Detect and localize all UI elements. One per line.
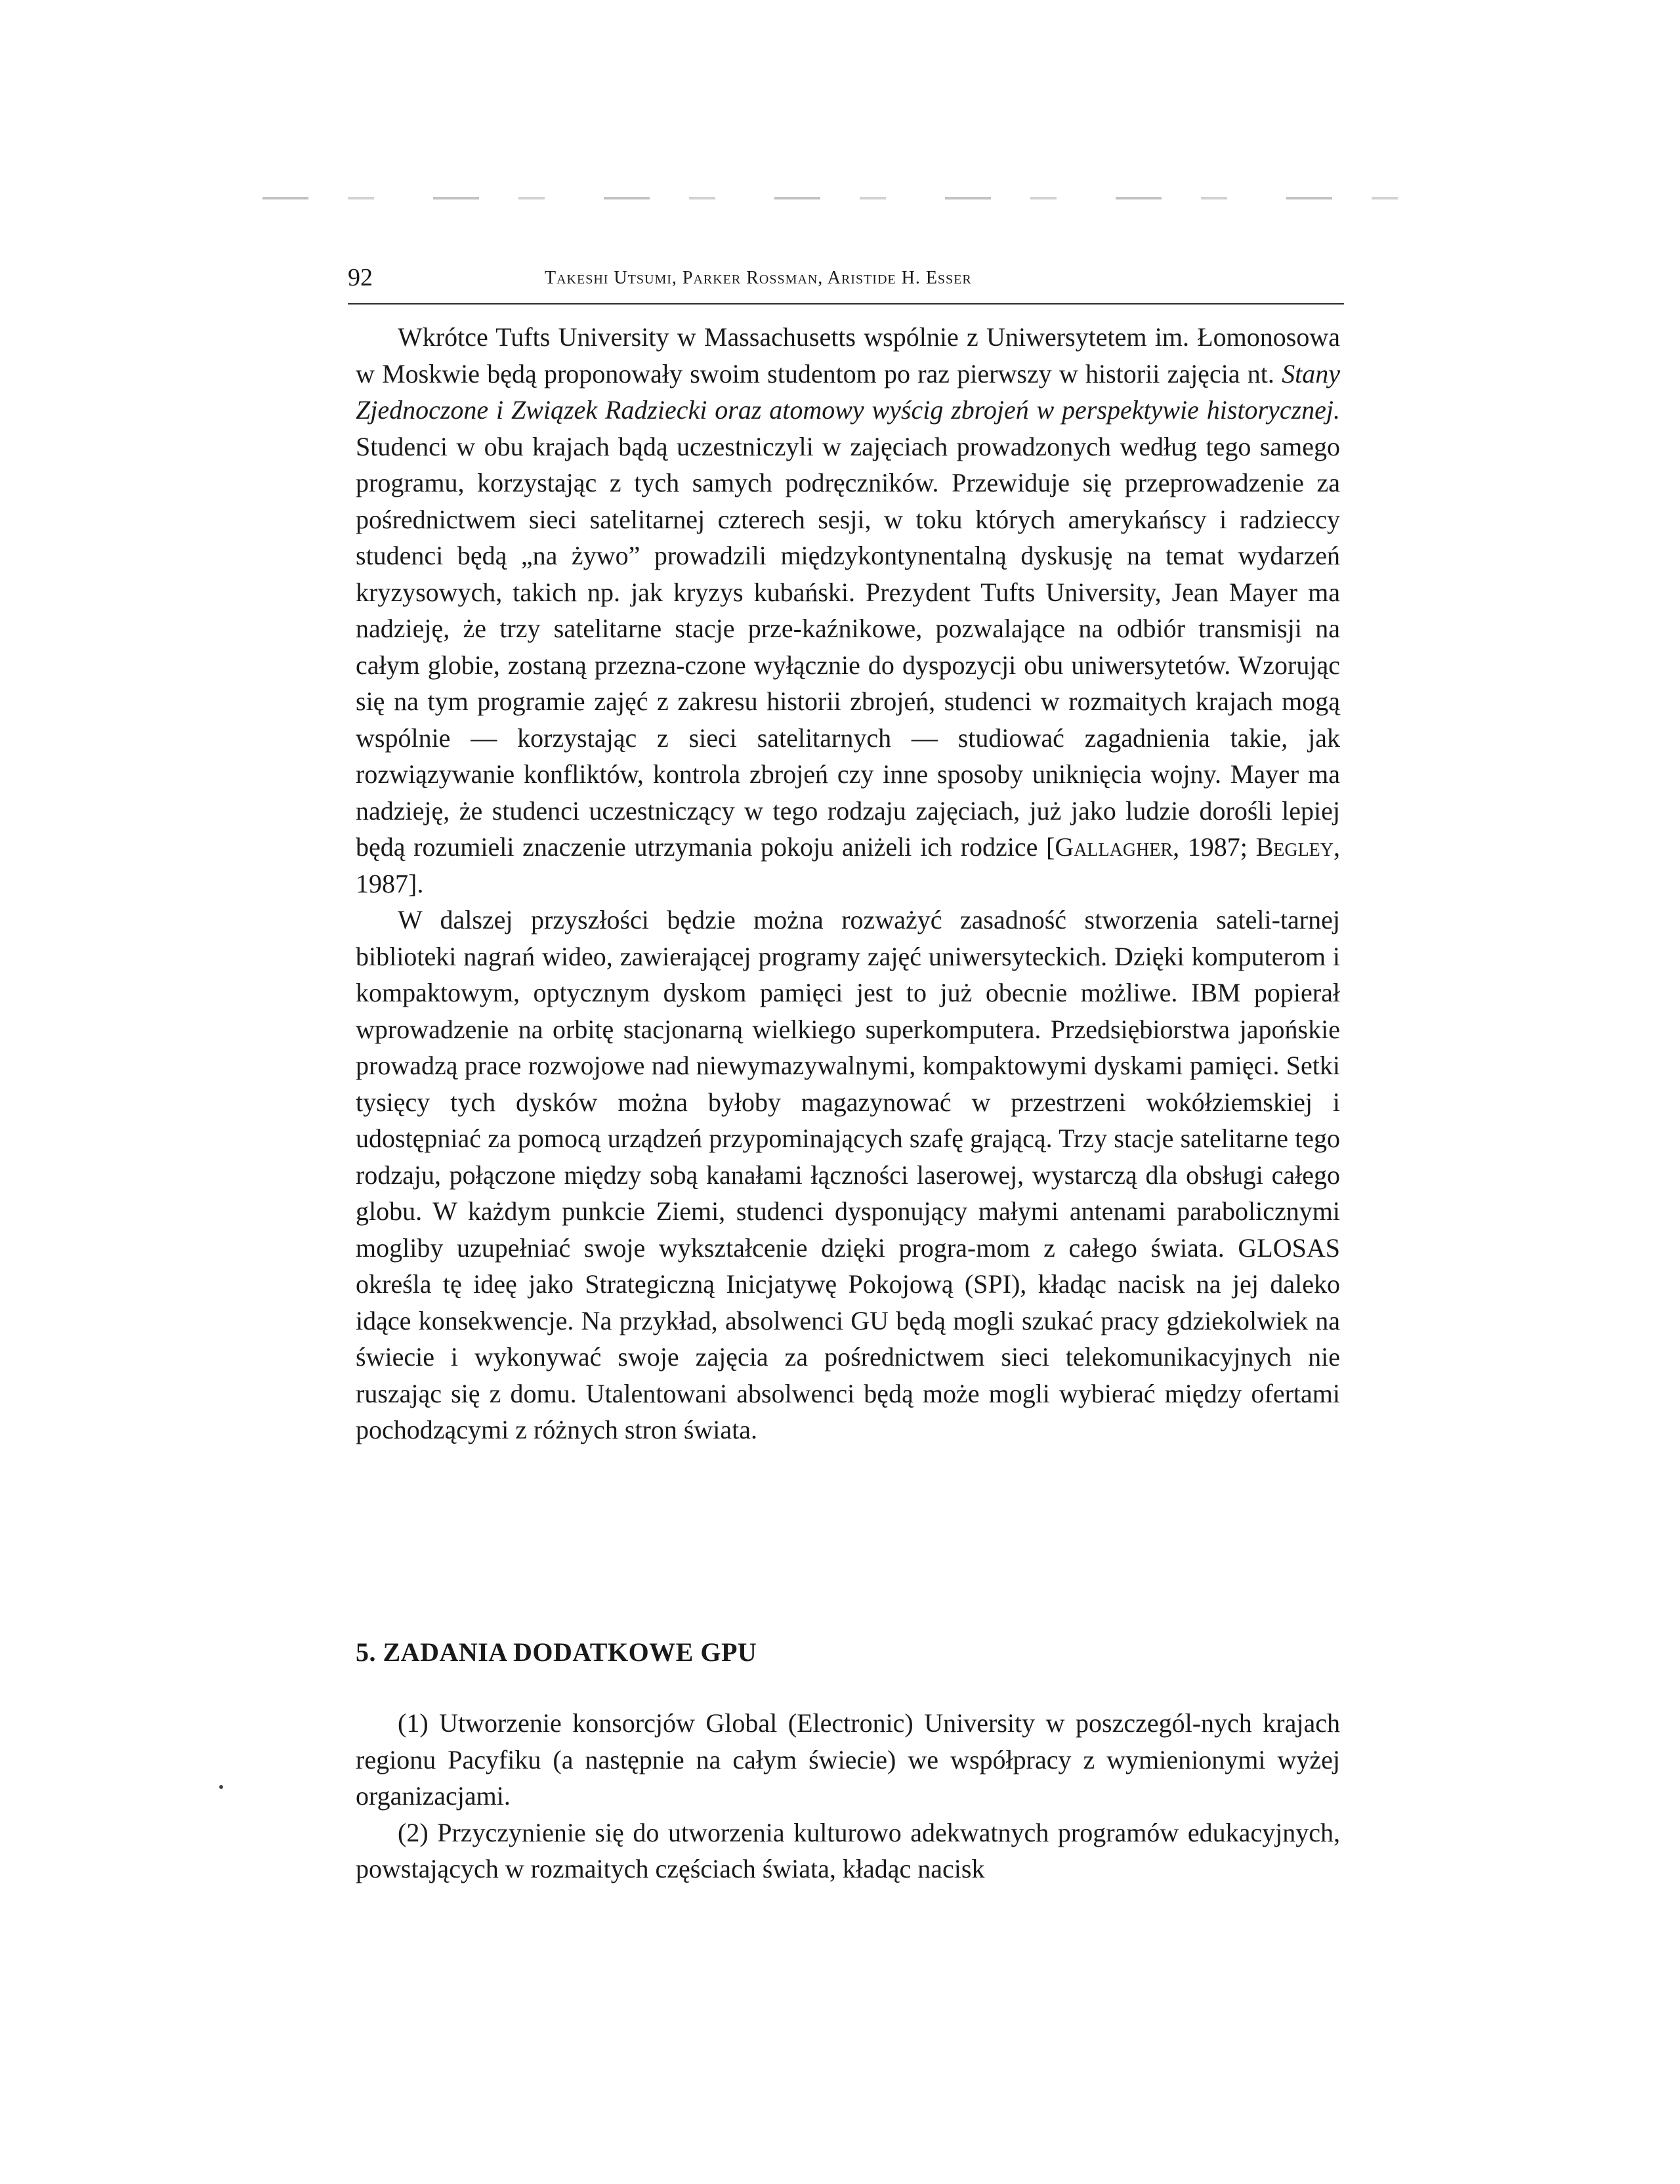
body-text [356, 319, 1340, 1448]
list-item: (1) Utworzenie konsorcjów Global (Electronic) University w poszczegól-nych krajach regionu Pacyfiku (a następnie na całym świecie) we współpracy z wymienionymi wyżej organizacjami. [356, 1708, 1340, 1811]
scan-artifact-line [262, 197, 1411, 200]
list-item: (2) Przyczynienie się do utworzenia kulturowo adekwatnych programów edukacyjnych, powstających w rozmaitych częściach świata, kładąc nacisk [356, 1817, 1340, 1883]
citation-author: Begley [1255, 832, 1334, 862]
section-heading: 5. ZADANIA DODATKOWE GPU [356, 1637, 757, 1667]
margin-mark [219, 1785, 223, 1789]
task-list [356, 1705, 1340, 1887]
page-number: 92 [348, 264, 373, 291]
paragraph-1-lead: Wkrótce Tufts University w Massachusetts wspólnie z Uniwersytetem im. Łomonosowa w Moskwie będą proponowały swoim studentom po raz pierwszy w historii zajęcia nt. [356, 322, 1340, 388]
course-title: Stany Zjednoczone i Związek Radziecki oraz atomowy wyścig zbrojeń w perspektywie historycznej. [356, 358, 1340, 425]
paragraph-1 [356, 319, 1340, 902]
citation-author: Gallagher [1055, 832, 1173, 862]
header-authors: Takeshi Utsumi, Parker Rossman, Aristide H. Esser [545, 268, 972, 288]
citation-year: , 1987; [1173, 832, 1256, 862]
citation-year: , 1987]. [356, 832, 1340, 898]
paragraph-1-rest: Studenci w obu krajach bądą uczestniczyli w zajęciach prowadzonych według tego samego programu, korzystając z tych samych podręczników. Przewiduje się przeprowadzenie za pośrednictwem sieci satelitarnej czterech sesji, w toku których amerykańscy i radzieccy studenci będą „na żywo” prowadzili międzykontynentalną dyskusję na temat wydarzeń kryzysowych, takich np. jak kryzys kubański. Prezydent Tufts University, Jean Mayer ma nadzieję, że trzy satelitarne stacje prze-kaźnikowe, pozwalające na odbiór transmisji na całym globie, zostaną przezna-czone wyłącznie do dyspozycji obu uniwersytetów. Wzorując się na tym programie zajęć z zakresu historii zbrojeń, studenci w rozmaitych krajach mogą wspólnie — korzystając z sieci satelitarnych — studiować zagadnienia takie, jak rozwiązywanie konfliktów, kontrola zbrojeń czy inne sposoby uniknięcia wojny. Mayer ma nadzieję, że studenci uczestniczący w tego rodzaju zajęciach, już jako ludzie dorośli lepiej będą rozumieli znaczenie utrzymania pokoju aniżeli ich rodzice [ [356, 431, 1340, 862]
paragraph-2: W dalszej przyszłości będzie można rozważyć zasadność stworzenia sateli-tarnej biblioteki nagrań wideo, zawierającej programy zajęć uniwersyteckich. Dzięki komputerom i kompaktowym, optycznym dyskom pamięci jest to już obecnie możliwe. IBM popierał wprowadzenie na orbitę stacjonarną wielkiego superkomputera. Przedsiębiorstwa japońskie prowadzą prace rozwojowe nad niewymazywalnymi, kompaktowymi dyskami pamięci. Setki tysięcy tych dysków można byłoby magazynować w przestrzeni wokółziemskiej i udostępniać za pomocą urządzeń przypominających szafę grającą. Trzy stacje satelitarne tego rodzaju, połączone między sobą kanałami łączności laserowej, wystarczą dla obsługi całego globu. W każdym punkcie Ziemi, studenci dysponujący małymi antenami parabolicznymi mogliby uzupełniać swoje wykształcenie dzięki progra-mom z całego świata. GLOSAS określa tę ideę jako Strategiczną Inicjatywę Pokojową (SPI), kładąc nacisk na jej daleko idące konsekwencje. Na przykład, absolwenci GU będą mogli szukać pracy gdziekolwiek na świecie i wykonywać swoje zajęcia za pośrednictwem sieci telekomunikacyjnych nie ruszając się z domu. Utalentowani absolwenci będą może mogli wybierać między ofertami pochodzącymi z różnych stron świata. [356, 905, 1340, 1444]
running-head [348, 261, 1344, 301]
header-rule [348, 303, 1344, 304]
